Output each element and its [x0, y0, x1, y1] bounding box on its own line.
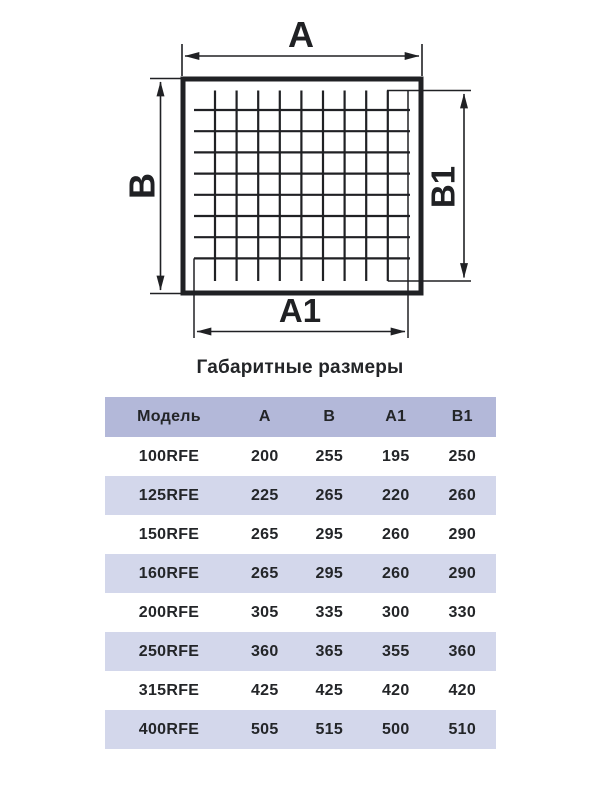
column-header-b: B: [323, 408, 336, 425]
dimensions-table: [105, 397, 496, 749]
dimension-a1: [197, 292, 405, 332]
cell-b: 295: [315, 564, 344, 582]
cell-model: 160RFE: [138, 564, 200, 582]
cell-model: 250RFE: [138, 642, 200, 660]
cell-b: 265: [315, 486, 344, 504]
table-row: [105, 671, 496, 710]
cell-a: 425: [250, 681, 279, 699]
dimension-b-label: B: [121, 173, 163, 199]
cell-a: 360: [250, 642, 279, 660]
table-row: [105, 710, 496, 749]
dimension-a1-label: A1: [278, 292, 322, 329]
cell-a1: 260: [381, 525, 410, 543]
dimension-a-label: A: [288, 14, 314, 55]
cell-a1: 300: [381, 603, 410, 621]
cell-a: 505: [250, 720, 279, 738]
table-row: [105, 515, 496, 554]
cell-b1: 330: [448, 603, 477, 621]
cell-a1: 355: [381, 642, 410, 660]
dimension-a: [182, 14, 422, 76]
cell-a: 225: [250, 486, 279, 504]
cell-b1: 360: [448, 642, 477, 660]
cell-b1: 250: [448, 447, 477, 465]
column-header-model: Модель: [137, 408, 201, 425]
cell-a1: 420: [381, 681, 410, 699]
cell-a: 200: [250, 447, 279, 465]
dimension-b1-label: B1: [424, 165, 462, 209]
cell-a1: 220: [381, 486, 410, 504]
cell-model: 315RFE: [138, 681, 200, 699]
cell-b: 255: [315, 447, 344, 465]
table-row: [105, 593, 496, 632]
column-header-a1: A1: [385, 408, 407, 425]
cell-model: 200RFE: [138, 603, 200, 621]
cell-a: 265: [250, 525, 279, 543]
dimension-b: [122, 79, 181, 294]
cell-b: 515: [315, 720, 344, 738]
section-title: Габаритные размеры: [196, 357, 404, 378]
cell-b: 335: [315, 603, 344, 621]
table-row: [105, 554, 496, 593]
cell-a: 265: [250, 564, 279, 582]
cell-model: 125RFE: [138, 486, 200, 504]
cell-b1: 290: [448, 525, 477, 543]
table-row: [105, 437, 496, 476]
cell-model: 150RFE: [138, 525, 200, 543]
cell-b1: 510: [448, 720, 477, 738]
grille-dimensions-diagram: [0, 0, 600, 345]
cell-b: 365: [315, 642, 344, 660]
cell-a1: 195: [381, 447, 410, 465]
column-header-b1: B1: [451, 408, 473, 425]
cell-a1: 260: [381, 564, 410, 582]
cell-b1: 260: [448, 486, 477, 504]
table-row: [105, 632, 496, 671]
cell-a: 305: [250, 603, 279, 621]
table-header-row: [105, 397, 496, 437]
table-row: [105, 476, 496, 515]
cell-b1: 420: [448, 681, 477, 699]
cell-b: 295: [315, 525, 344, 543]
cell-model: 100RFE: [138, 447, 200, 465]
cell-b1: 290: [448, 564, 477, 582]
column-header-a: A: [258, 408, 271, 425]
cell-model: 400RFE: [138, 720, 200, 738]
cell-a1: 500: [381, 720, 410, 738]
cell-b: 425: [315, 681, 344, 699]
